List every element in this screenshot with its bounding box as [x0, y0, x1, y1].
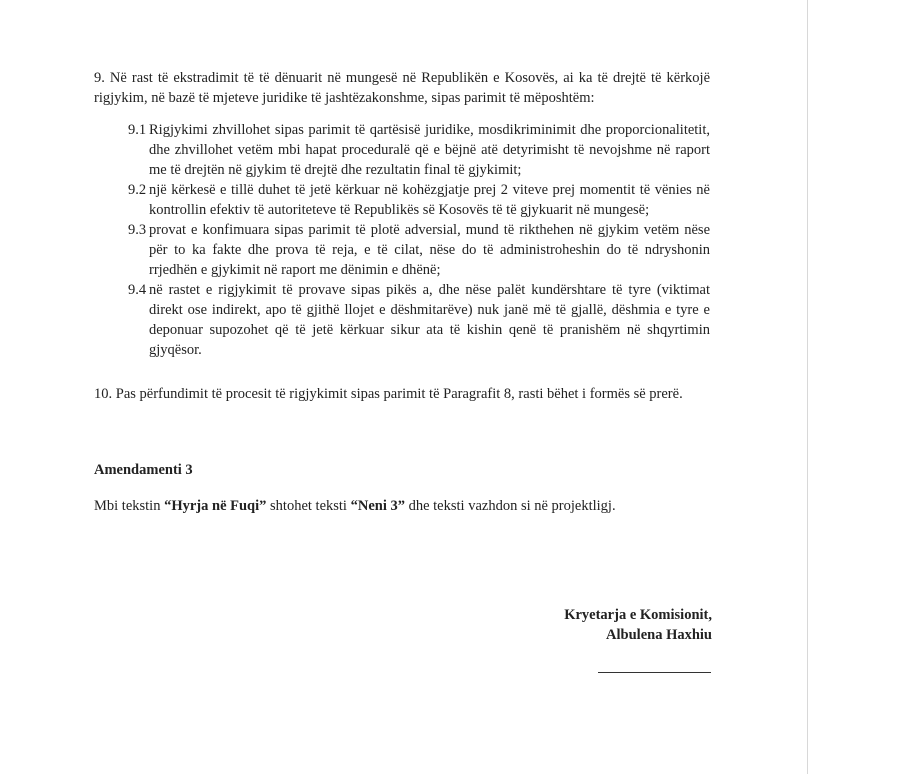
list-item	[128, 180, 710, 220]
signature-name: Albulena Haxhiu	[606, 627, 712, 643]
list-item-number: 9.2	[128, 182, 147, 198]
list-item-text: provat e konfimuara sipas parimit të plotë adversial, mund të rikthehen në gjykim vetëm nëse për to ka fakte dhe prova të reja, e të cilat, nëse do të administroheshin do të ndryshonin rrjedhën e gjykimit në raport me dënimin e dhënë;	[149, 222, 710, 278]
list-item	[128, 280, 710, 360]
amendment-suffix: dhe teksti vazhdon si në projektligj.	[404, 498, 616, 514]
signature-block	[500, 605, 712, 645]
amendment-quote-neni: “Neni 3”	[350, 498, 405, 514]
amendment-heading: Amendamenti 3	[94, 462, 193, 478]
list-item	[128, 220, 710, 280]
list-item-number: 9.1	[128, 122, 147, 138]
signature-title: Kryetarja e Komisionit,	[564, 607, 712, 623]
signature-line	[598, 672, 711, 673]
list-item-text: në rastet e rigjykimit të provave sipas pikës a, dhe nëse palët kundërshtare të tyre (viktimat direkt ose indirekt, apo të gjithë llojet e dëshmitarëve) nuk janë më të gjallë, dëshmia e tyre e deponuar supozohet që të jetë kërkuar sikur ata të kishin qenë të pranishëm në shqyrtimin gjyqësor.	[149, 282, 710, 358]
paragraph-9: 9. Në rast të ekstradimit të të dënuarit në mungesë në Republikën e Kosovës, ai ka të drejtë të kërkojë rigjykim, në bazë të mjeteve juridike të jashtëzakonshme, sipas parimit të mëposhtëm:	[94, 70, 710, 106]
amendment-body	[94, 496, 710, 516]
viewer-gutter	[808, 0, 900, 774]
list-item-number: 9.3	[128, 222, 147, 238]
list-item-text: një kërkesë e tillë duhet të jetë kërkuar në kohëzgjatje prej 2 viteve prej momentit të vënies në kontrollin efektiv të autoriteteve të Republikës së Kosovës të të gjykuarit në mungesë;	[149, 182, 710, 218]
list-item-text: Rigjykimi zhvillohet sipas parimit të qartësisë juridike, mosdikriminimit dhe proporcionalitetit, dhe zhvillohet vetëm mbi hapat proceduralë që e bëjnë atë detyrimisht të nevojshme në raport me të drejtën në gjykim të drejtë dhe rezultatin final të gjykimit;	[149, 122, 710, 178]
sub-item-list	[128, 120, 710, 360]
paragraph-10: 10. Pas përfundimit të procesit të rigjykimit sipas parimit të Paragrafit 8, rasti bëhet i formës së prerë.	[94, 386, 683, 402]
amendment-middle: shtohet teksti	[266, 498, 351, 514]
amendment-prefix: Mbi tekstin	[94, 498, 165, 514]
list-item	[128, 120, 710, 180]
amendment-quote-hyrja: “Hyrja në Fuqi”	[164, 498, 267, 514]
list-item-number: 9.4	[128, 282, 147, 298]
